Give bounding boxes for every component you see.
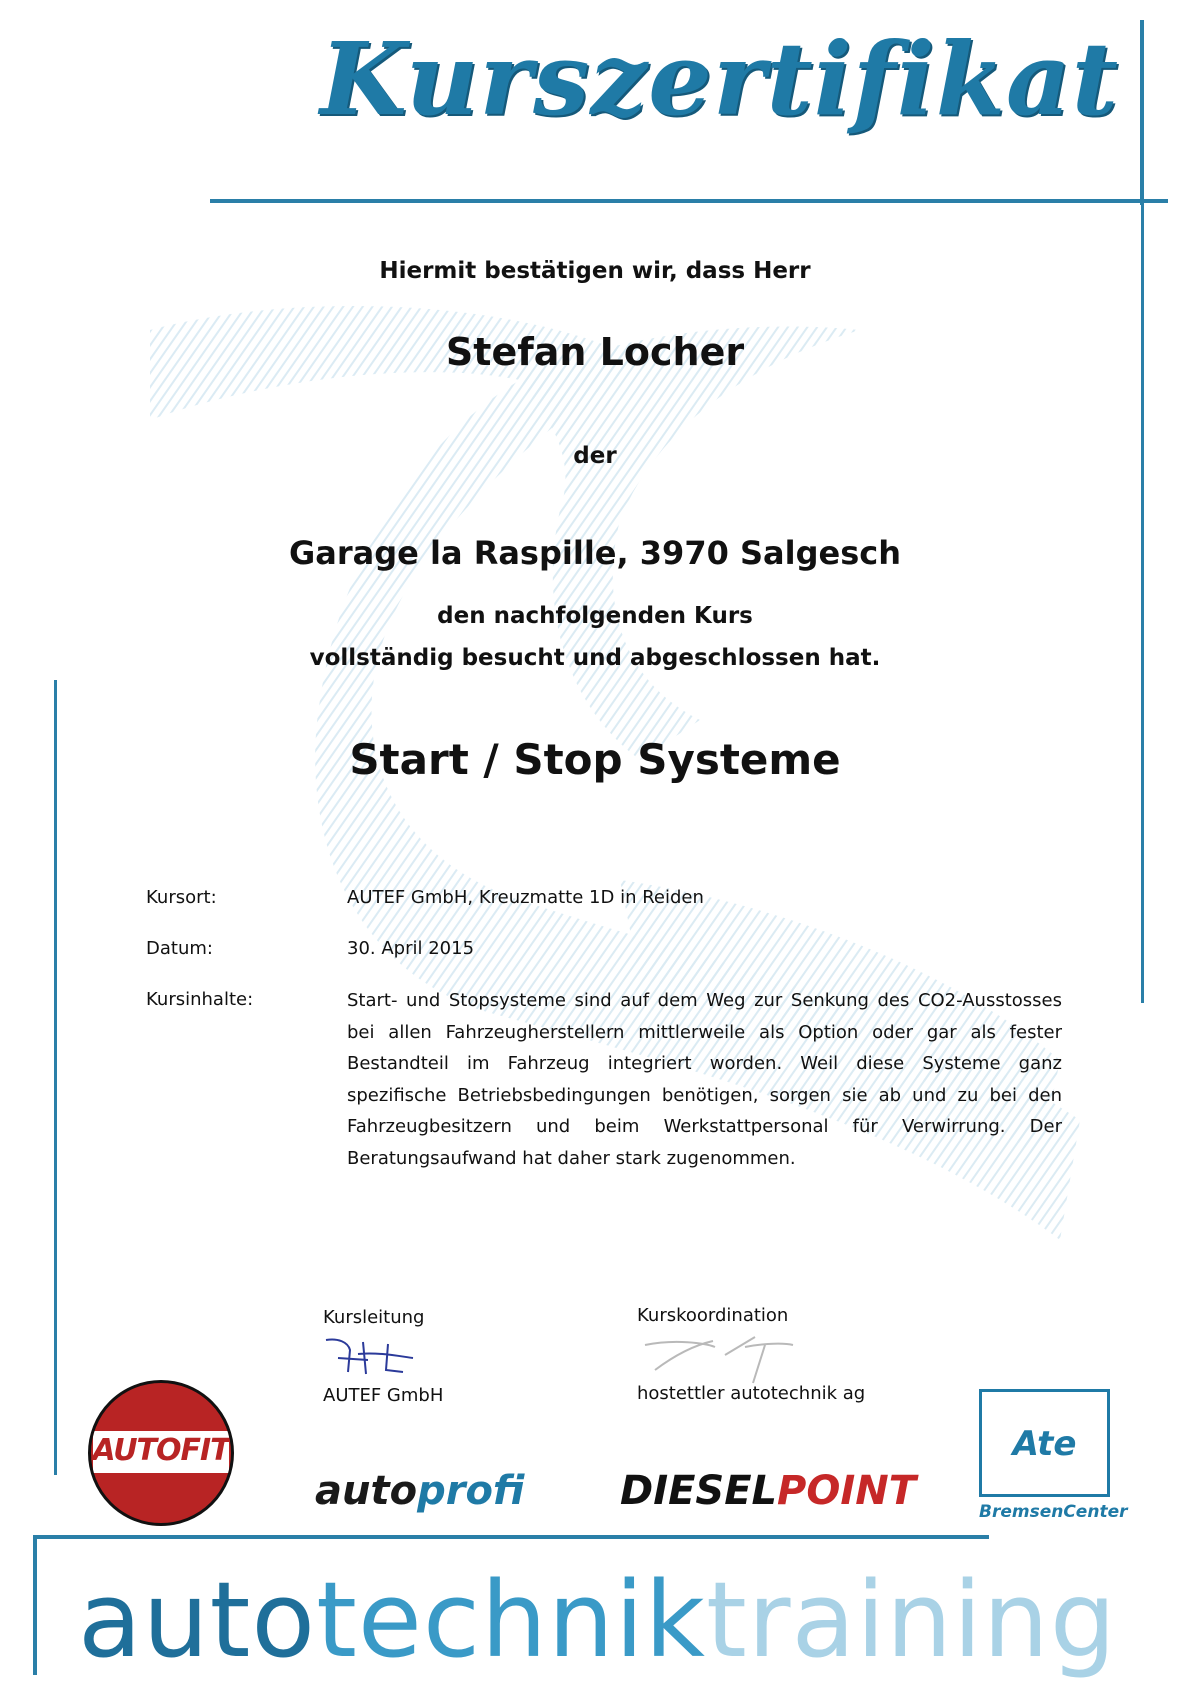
- datum-label: Datum:: [146, 938, 213, 959]
- ate-subtitle: BremsenCenter: [979, 1502, 1128, 1522]
- kursinhalte-value: Start- und Stopsysteme sind auf dem Weg zur Senkung des CO2-Ausstosses bei allen Fahrzeugherstellern mittlerweile als Option oder gar als fester Bestandteil im Fahrzeug integriert worden. Weil diese Systeme ganz spezifische Betriebsbedingungen benötigen, sorgen sie ab und zu bei den Fahrzeugbesitzern und beim Werkstattpersonal für Verwirrung. Der Beratungsaufwand hat daher stark zugenommen.: [347, 990, 1062, 1169]
- kurskoordination-signature: [635, 1325, 805, 1385]
- left-vertical-rule: [54, 680, 57, 1475]
- der-text: der: [573, 443, 617, 469]
- kurskoordination-org: hostettler autotechnik ag: [637, 1383, 866, 1404]
- kursort-label: Kursort:: [146, 887, 217, 908]
- footer-part-training: training: [705, 1559, 1117, 1681]
- autofit-logo: [88, 1380, 234, 1526]
- completion-line-1: den nachfolgenden Kurs: [437, 603, 753, 629]
- top-rule: [210, 199, 1168, 203]
- kursleitung-org: AUTEF GmbH: [323, 1385, 444, 1406]
- footer-part-auto: auto: [78, 1559, 317, 1681]
- kursort-value: AUTEF GmbH, Kreuzmatte 1D in Reiden: [347, 887, 704, 908]
- bottom-rule: [33, 1535, 989, 1539]
- footer-part-technik: technik: [316, 1559, 706, 1681]
- autoprofi-part2: profi: [417, 1468, 525, 1514]
- ate-logo: [979, 1389, 1110, 1497]
- dieselpoint-part2: POINT: [777, 1468, 916, 1514]
- kurskoordination-label: Kurskoordination: [637, 1305, 789, 1326]
- kursleitung-signature: [318, 1330, 428, 1380]
- recipient-name: Stefan Locher: [445, 330, 745, 374]
- autotechniktraining-wordmark: [78, 1559, 1117, 1681]
- autoprofi-logo: [315, 1468, 524, 1514]
- completion-line-2: vollständig besucht und abgeschlossen hat.: [309, 645, 881, 671]
- autoprofi-part1: auto: [315, 1468, 418, 1514]
- course-title: Start / Stop Systeme: [349, 735, 841, 784]
- kursleitung-label: Kursleitung: [323, 1307, 425, 1328]
- ate-logo-text: Ate: [1012, 1424, 1077, 1464]
- certificate-title: Kurszertifikat: [320, 20, 1119, 138]
- datum-value: 30. April 2015: [347, 938, 475, 959]
- right-vertical-rule-top: [1140, 20, 1144, 205]
- intro-text: Hiermit bestätigen wir, dass Herr: [379, 258, 811, 284]
- bottom-left-vertical-rule: [33, 1535, 37, 1675]
- company-name: Garage la Raspille, 3970 Salgesch: [289, 534, 901, 572]
- dieselpoint-logo: [620, 1468, 916, 1514]
- autofit-logo-text: AUTOFIT: [92, 1433, 230, 1468]
- dieselpoint-part1: DIESEL: [620, 1468, 778, 1514]
- kursinhalte-label: Kursinhalte:: [146, 989, 254, 1010]
